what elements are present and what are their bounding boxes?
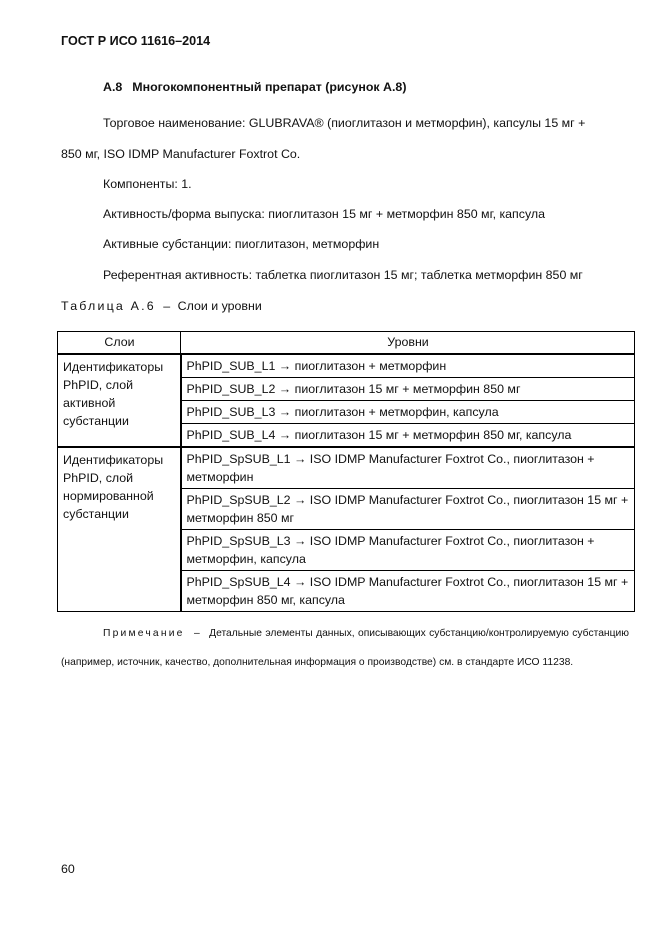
note-dash: – <box>193 628 200 639</box>
strength-form-paragraph: Активность/форма выпуска: пиоглитазон 15 мг + метморфин 850 мг, капсула <box>103 207 545 221</box>
level-sub-l1: PhPID_SUB_L1 → пиоглитазон + метморфин <box>181 354 635 378</box>
components-paragraph: Компоненты: 1. <box>103 177 192 191</box>
layer-specified-substance: Идентификаторы PhPID, слой нормированной субстанции <box>58 447 181 612</box>
level-spsub-l3: PhPID_SpSUB_L3 → ISO IDMP Manufacturer Foxtrot Co., пиоглитазон + метморфин, капсула <box>181 530 635 571</box>
section-title: Многокомпонентный препарат (рисунок А.8) <box>132 80 407 94</box>
section-number: А.8 <box>103 80 123 94</box>
header-layers: Слои <box>58 332 181 355</box>
level-spsub-l2: PhPID_SpSUB_L2 → ISO IDMP Manufacturer Foxtrot Co., пиоглитазон 15 мг + метморфин 850 мг <box>181 489 635 530</box>
active-substances-paragraph: Активные субстанции: пиоглитазон, метморфин <box>103 237 380 251</box>
section-heading <box>103 80 406 94</box>
table-note <box>61 620 629 677</box>
note-text: Детальные элементы данных, описывающих субстанцию/контролируемую субстанцию (например, источник, качество, дополнительная информация о производстве) см. в стандарте ИСО 11238. <box>61 628 629 668</box>
reference-strength-paragraph: Референтная активность: таблетка пиоглитазон 15 мг; таблетка метморфин 850 мг <box>103 268 583 282</box>
level-sub-l4: PhPID_SUB_L4 → пиоглитазон 15 мг + метморфин 850 мг, капсула <box>181 424 635 448</box>
note-label: Примечание <box>103 628 185 639</box>
document-header: ГОСТ Р ИСО 11616–2014 <box>61 34 211 48</box>
layers-levels-table <box>57 331 635 612</box>
trade-name-line-2: 850 мг, ISO IDMP Manufacturer Foxtrot Co. <box>61 147 301 161</box>
level-spsub-l4: PhPID_SpSUB_L4 → ISO IDMP Manufacturer Foxtrot Co., пиоглитазон 15 мг + метморфин 850 мг, капсула <box>181 571 635 612</box>
level-sub-l2: PhPID_SUB_L2 → пиоглитазон 15 мг + метморфин 850 мг <box>181 378 635 401</box>
table-caption-label: Таблица А.6 <box>61 299 156 313</box>
table-header-row <box>58 332 635 355</box>
table-row <box>58 354 635 378</box>
table-caption <box>61 299 262 313</box>
trade-name-line-1: Торговое наименование: GLUBRAVA® (пиоглитазон и метморфин), капсулы 15 мг + <box>103 116 586 130</box>
table-caption-text: Слои и уровни <box>177 299 262 313</box>
level-sub-l3: PhPID_SUB_L3 → пиоглитазон + метморфин, капсула <box>181 401 635 424</box>
layer-active-substance: Идентификаторы PhPID, слой активной субстанции <box>58 354 181 447</box>
table-caption-dash: – <box>163 299 171 313</box>
table-row <box>58 447 635 489</box>
header-levels: Уровни <box>181 332 635 355</box>
page-number: 60 <box>61 862 75 876</box>
level-spsub-l1: PhPID_SpSUB_L1 → ISO IDMP Manufacturer Foxtrot Co., пиоглитазон + метморфин <box>181 447 635 489</box>
